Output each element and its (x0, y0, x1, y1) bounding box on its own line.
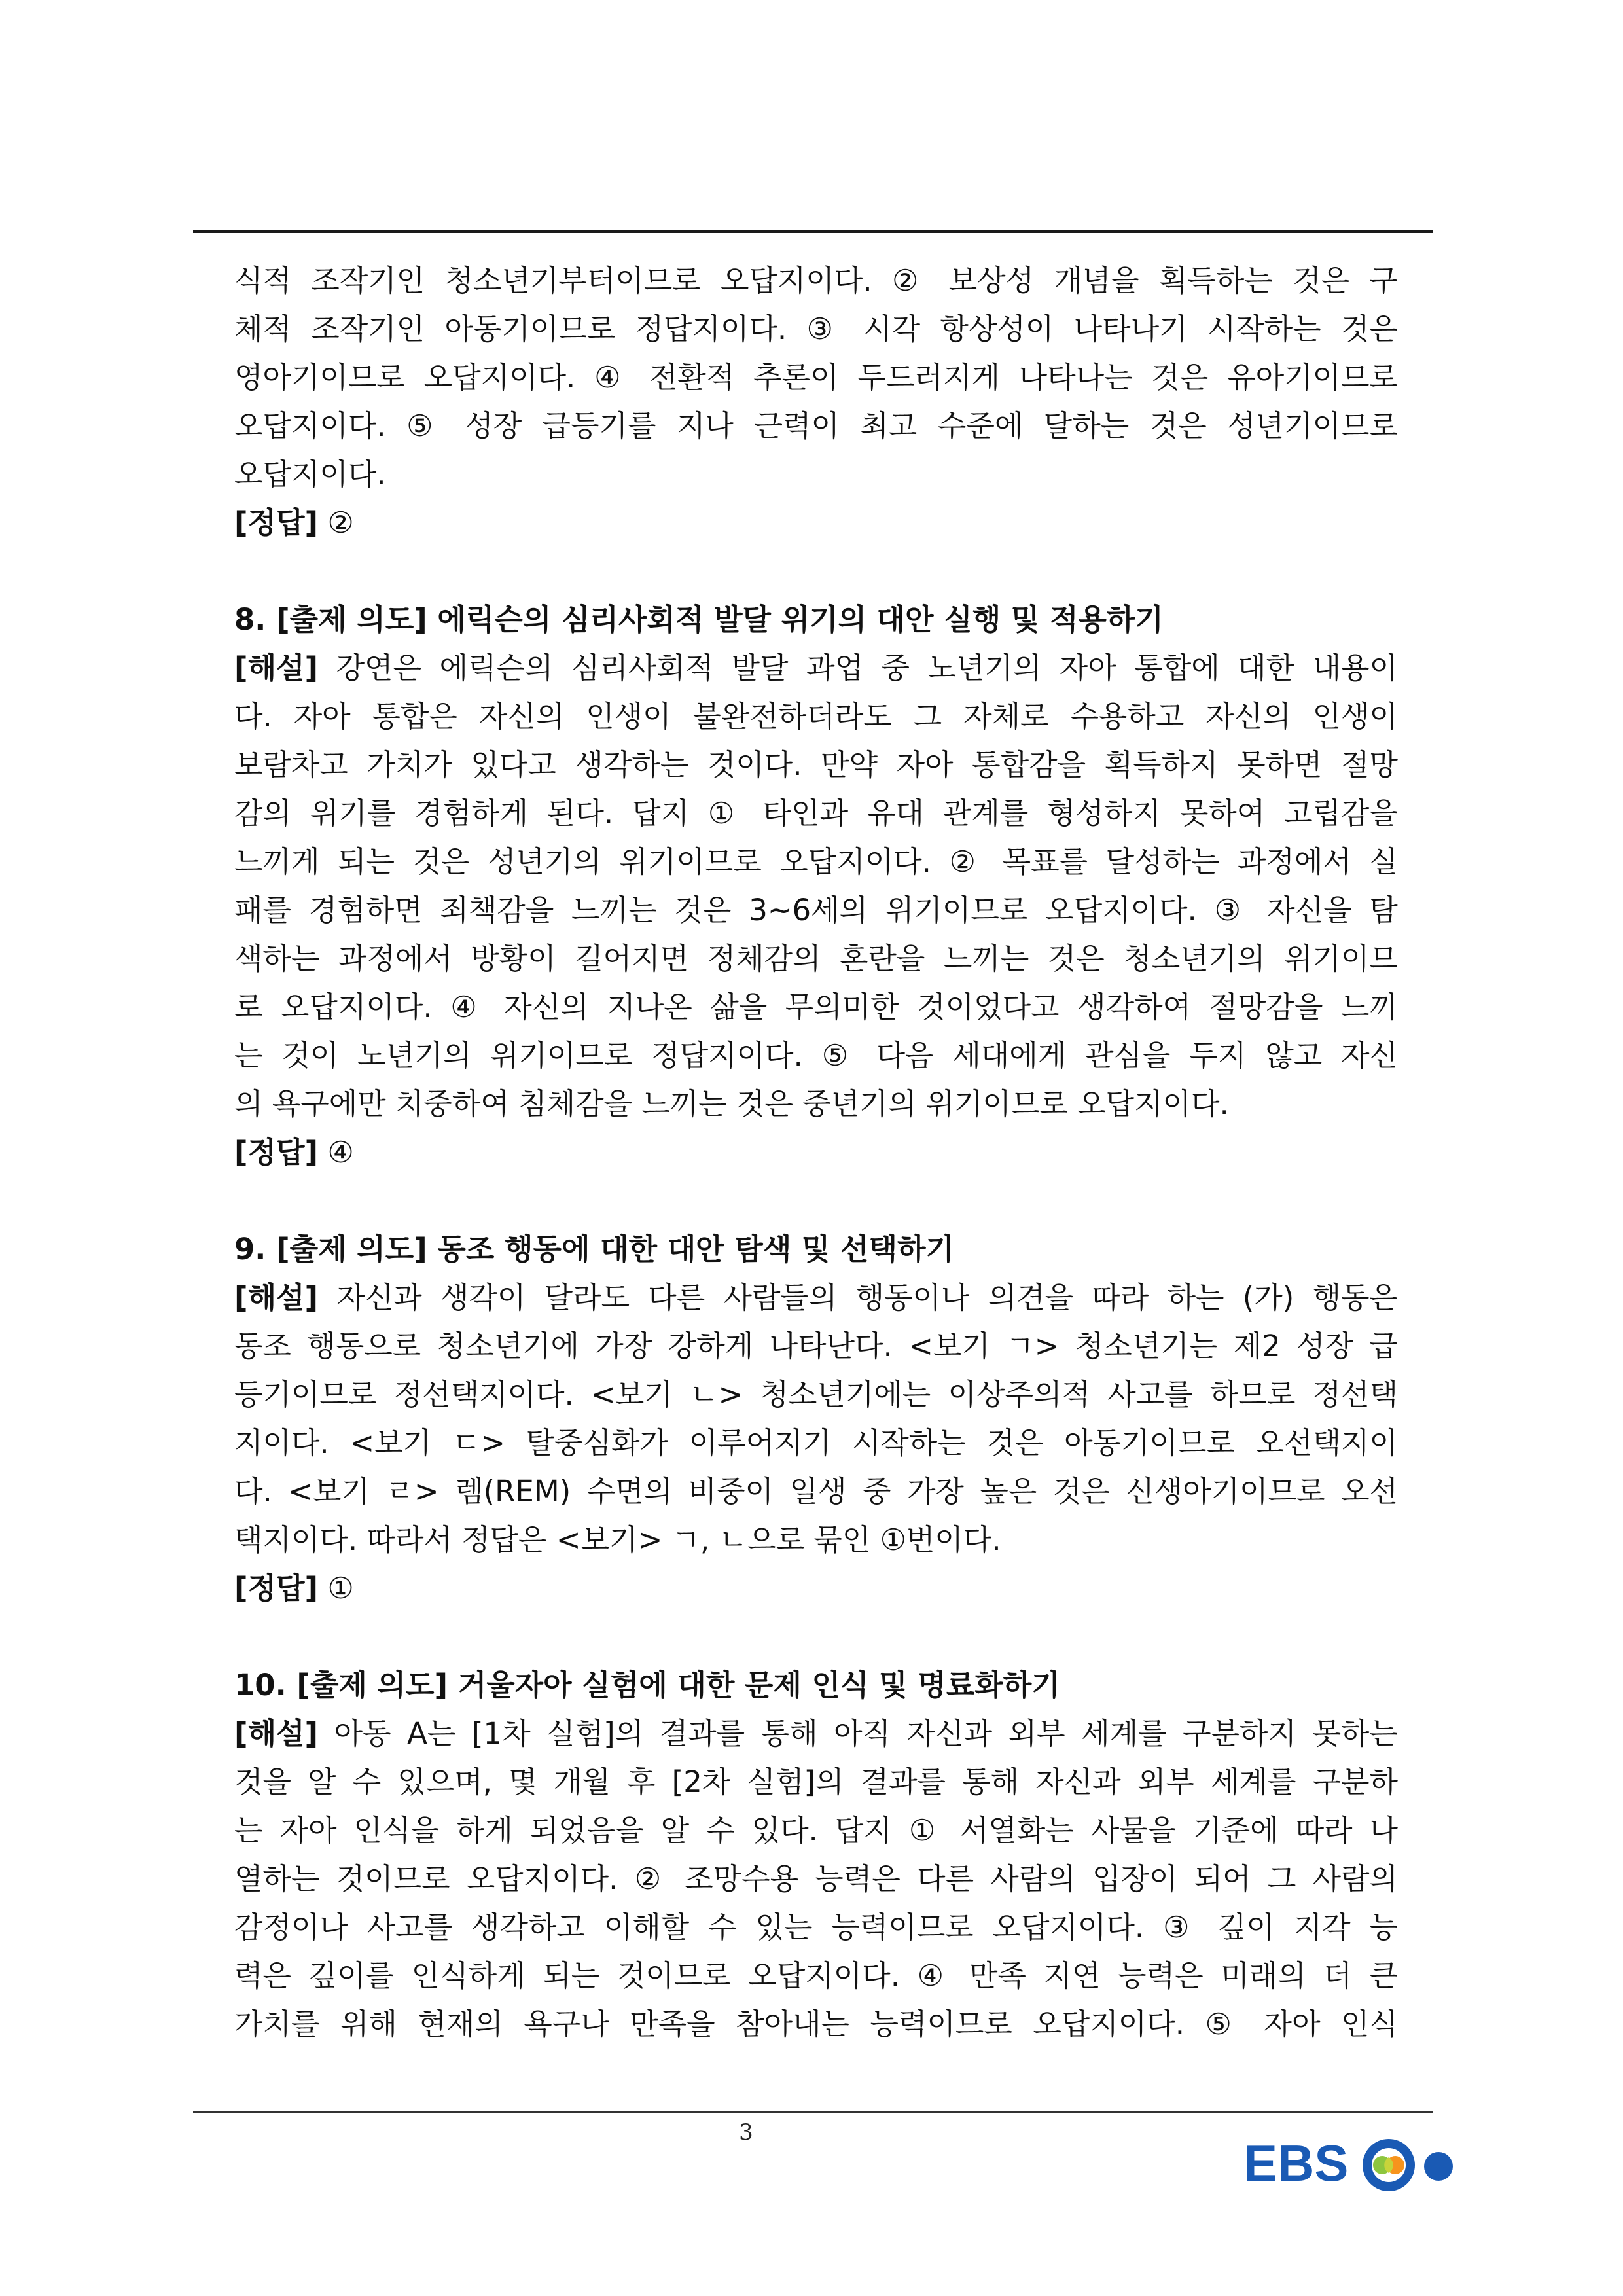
section-7-tail (234, 257, 1398, 547)
body-line: 느끼게 되는 것은 성년기의 위기이므로 오답지이다. ② 목표를 달성하는 과정에서 실 (234, 844, 1398, 879)
body-line: 오답지이다. (234, 457, 386, 492)
body-line: 동조 행동으로 청소년기에 가장 강하게 나타난다. <보기 ㄱ> 청소년기는 제2 성장 급 (234, 1329, 1398, 1363)
explanation-label: [해설] (234, 1280, 319, 1315)
section-heading: 9. [출제 의도] 동조 행동에 대한 대안 탐색 및 선택하기 (234, 1232, 954, 1266)
section-gap (234, 547, 1398, 596)
answer-line (234, 1564, 1398, 1613)
body-line: 체적 조작기인 아동기이므로 정답지이다. ③ 시각 항상성이 나타나기 시작하는 것은 (234, 312, 1398, 346)
section-8 (234, 596, 1398, 1177)
body-line: 것을 알 수 있으며, 몇 개월 후 [2차 실험]의 결과를 통해 자신과 외부 세계를 구분하 (234, 1765, 1398, 1799)
ebs-logo (1243, 2127, 1459, 2199)
explanation-label: [해설] (234, 1716, 319, 1751)
section-heading: 10. [출제 의도] 거울자아 실험에 대한 문제 인식 및 명료화하기 (234, 1668, 1060, 1702)
body-line: 패를 경험하면 죄책감을 느끼는 것은 3~6세의 위기이므로 오답지이다. ③ 자신을 탐 (234, 893, 1398, 927)
answer-value: ② (327, 505, 354, 540)
ebs-circles-logo-icon (1243, 2127, 1459, 2199)
explanation-label: [해설] (234, 651, 319, 685)
section-heading: 8. [출제 의도] 에릭슨의 심리사회적 발달 위기의 대안 실행 및 적용하기 (234, 602, 1164, 637)
body-line: 오답지이다. ⑤ 성장 급등기를 지나 근력이 최고 수준에 달하는 것은 성년기이므로 (234, 408, 1398, 443)
body-line: 감정이나 사고를 생각하고 이해할 수 있는 능력이므로 오답지이다. ③ 깊이 지각 능 (234, 1910, 1398, 1945)
document-body (234, 257, 1398, 2049)
body-line: 의 욕구에만 치중하여 침체감을 느끼는 것은 중년기의 위기이므로 오답지이다. (234, 1086, 1229, 1121)
explanation-text: 자신과 생각이 달라도 다른 사람들의 행동이나 의견을 따라 하는 (가) 행동은 (336, 1280, 1398, 1315)
explanation-text: 강연은 에릭슨의 심리사회적 발달 과업 중 노년기의 자아 통합에 대한 내용이 (336, 651, 1398, 685)
body-line: 감의 위기를 경험하게 된다. 답지 ① 타인과 유대 관계를 형성하지 못하여 고립감을 (234, 796, 1398, 831)
body-line (234, 644, 1398, 692)
answer-line (234, 1128, 1398, 1177)
section-gap (234, 1613, 1398, 1661)
answer-value: ④ (327, 1135, 354, 1170)
body-line: 등기이므로 정선택지이다. <보기 ㄴ> 청소년기에는 이상주의적 사고를 하므로 정선택 (234, 1377, 1398, 1412)
answer-label: [정답] (234, 1571, 319, 1605)
body-line: 보람차고 가치가 있다고 생각하는 것이다. 만약 자아 통합감을 획득하지 못하면 절망 (234, 747, 1398, 782)
explanation-text: 아동 A는 [1차 실험]의 결과를 통해 아직 자신과 외부 세계를 구분하지 못하는 (334, 1716, 1398, 1751)
body-line: 다. 자아 통합은 자신의 인생이 불완전하더라도 그 자체로 수용하고 자신의 인생이 (234, 699, 1398, 734)
body-line: 는 자아 인식을 하게 되었음을 알 수 있다. 답지 ① 서열화는 사물을 기준에 따라 나 (234, 1813, 1398, 1848)
body-line: 식적 조작기인 청소년기부터이므로 오답지이다. ② 보상성 개념을 획득하는 것은 구 (234, 263, 1398, 298)
body-line (234, 1274, 1398, 1322)
answer-value: ① (327, 1571, 354, 1605)
answer-label: [정답] (234, 1135, 319, 1170)
body-line: 지이다. <보기 ㄷ> 탈중심화가 이루어지기 시작하는 것은 아동기이므로 오선택지이 (234, 1426, 1398, 1460)
logo-text: EBS (1243, 2134, 1349, 2192)
body-line (234, 1710, 1398, 1758)
body-line: 택지이다. 따라서 정답은 <보기> ㄱ, ㄴ으로 묶인 ①번이다. (234, 1522, 1001, 1557)
header-rule (193, 230, 1433, 233)
page-number: 3 (739, 2119, 753, 2145)
footer-rule (193, 2111, 1433, 2113)
body-line: 력은 깊이를 인식하게 되는 것이므로 오답지이다. ④ 만족 지연 능력은 미래의 더 큰 (234, 1958, 1398, 1993)
section-gap (234, 1177, 1398, 1225)
body-line: 색하는 과정에서 방황이 길어지면 정체감의 혼란을 느끼는 것은 청소년기의 위기이므 (234, 941, 1398, 976)
body-line: 열하는 것이므로 오답지이다. ② 조망수용 능력은 다른 사람의 입장이 되어 그 사람의 (234, 1861, 1398, 1896)
body-line: 영아기이므로 오답지이다. ④ 전환적 추론이 두드러지게 나타나는 것은 유아기이므로 (234, 360, 1398, 395)
body-line: 는 것이 노년기의 위기이므로 정답지이다. ⑤ 다음 세대에게 관심을 두지 않고 자신 (234, 1038, 1398, 1073)
section-9 (234, 1225, 1398, 1613)
body-line: 로 오답지이다. ④ 자신의 지나온 삶을 무의미한 것이었다고 생각하여 절망감을 느끼 (234, 990, 1398, 1024)
body-line: 다. <보기 ㄹ> 렘(REM) 수면의 비중이 일생 중 가장 높은 것은 신생아기이므로 오선 (234, 1474, 1398, 1509)
section-10 (234, 1661, 1398, 2049)
answer-label: [정답] (234, 505, 319, 540)
answer-line (234, 499, 1398, 547)
body-line: 가치를 위해 현재의 욕구나 만족을 참아내는 능력이므로 오답지이다. ⑤ 자아 인식 (234, 2007, 1398, 2041)
